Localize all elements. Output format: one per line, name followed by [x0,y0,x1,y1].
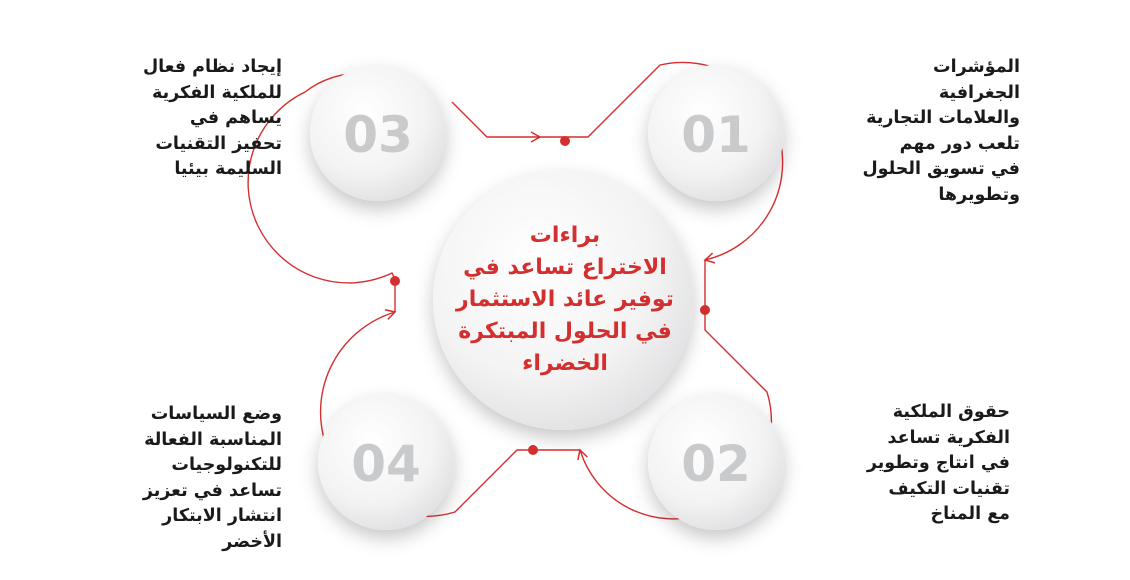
item-04-text: وضع السياسات المناسبة الفعالة للتكنولوجيات تساعد في تعزيز انتشار الابتكار الأخضر [142,404,282,552]
dot-right [700,305,710,315]
circle-03-number: 03 [343,106,413,164]
dot-left [390,276,400,286]
circle-04-number: 04 [351,435,421,493]
center-title: براءات الاختراع تساعد في توفير عائد الاستثمار في الحلول المبتكرة الخضراء [456,223,674,376]
connector-03-arrow [452,102,540,137]
circle-02-number: 02 [681,435,751,493]
item-02-text: حقوق الملكية الفكرية تساعد في انتاج وتطوير تقنيات التكيف مع المناخ [866,402,1010,524]
dot-top [560,136,570,146]
circle-02 [648,394,784,530]
item-03-text: إيجاد نظام فعال للملكية الفكرية يساهم في تحفيز التقنيات السليمة بيئيا [142,57,282,179]
circle-01-number: 01 [681,106,751,164]
dot-bottom [528,445,538,455]
item-01-text: المؤشرات الجغرافية والعلامات التجارية تلعب دور مهم في تسويق الحلول وتطويرها [862,57,1020,205]
circle-03 [310,65,446,201]
circle-01 [648,65,784,201]
circle-04 [318,394,454,530]
